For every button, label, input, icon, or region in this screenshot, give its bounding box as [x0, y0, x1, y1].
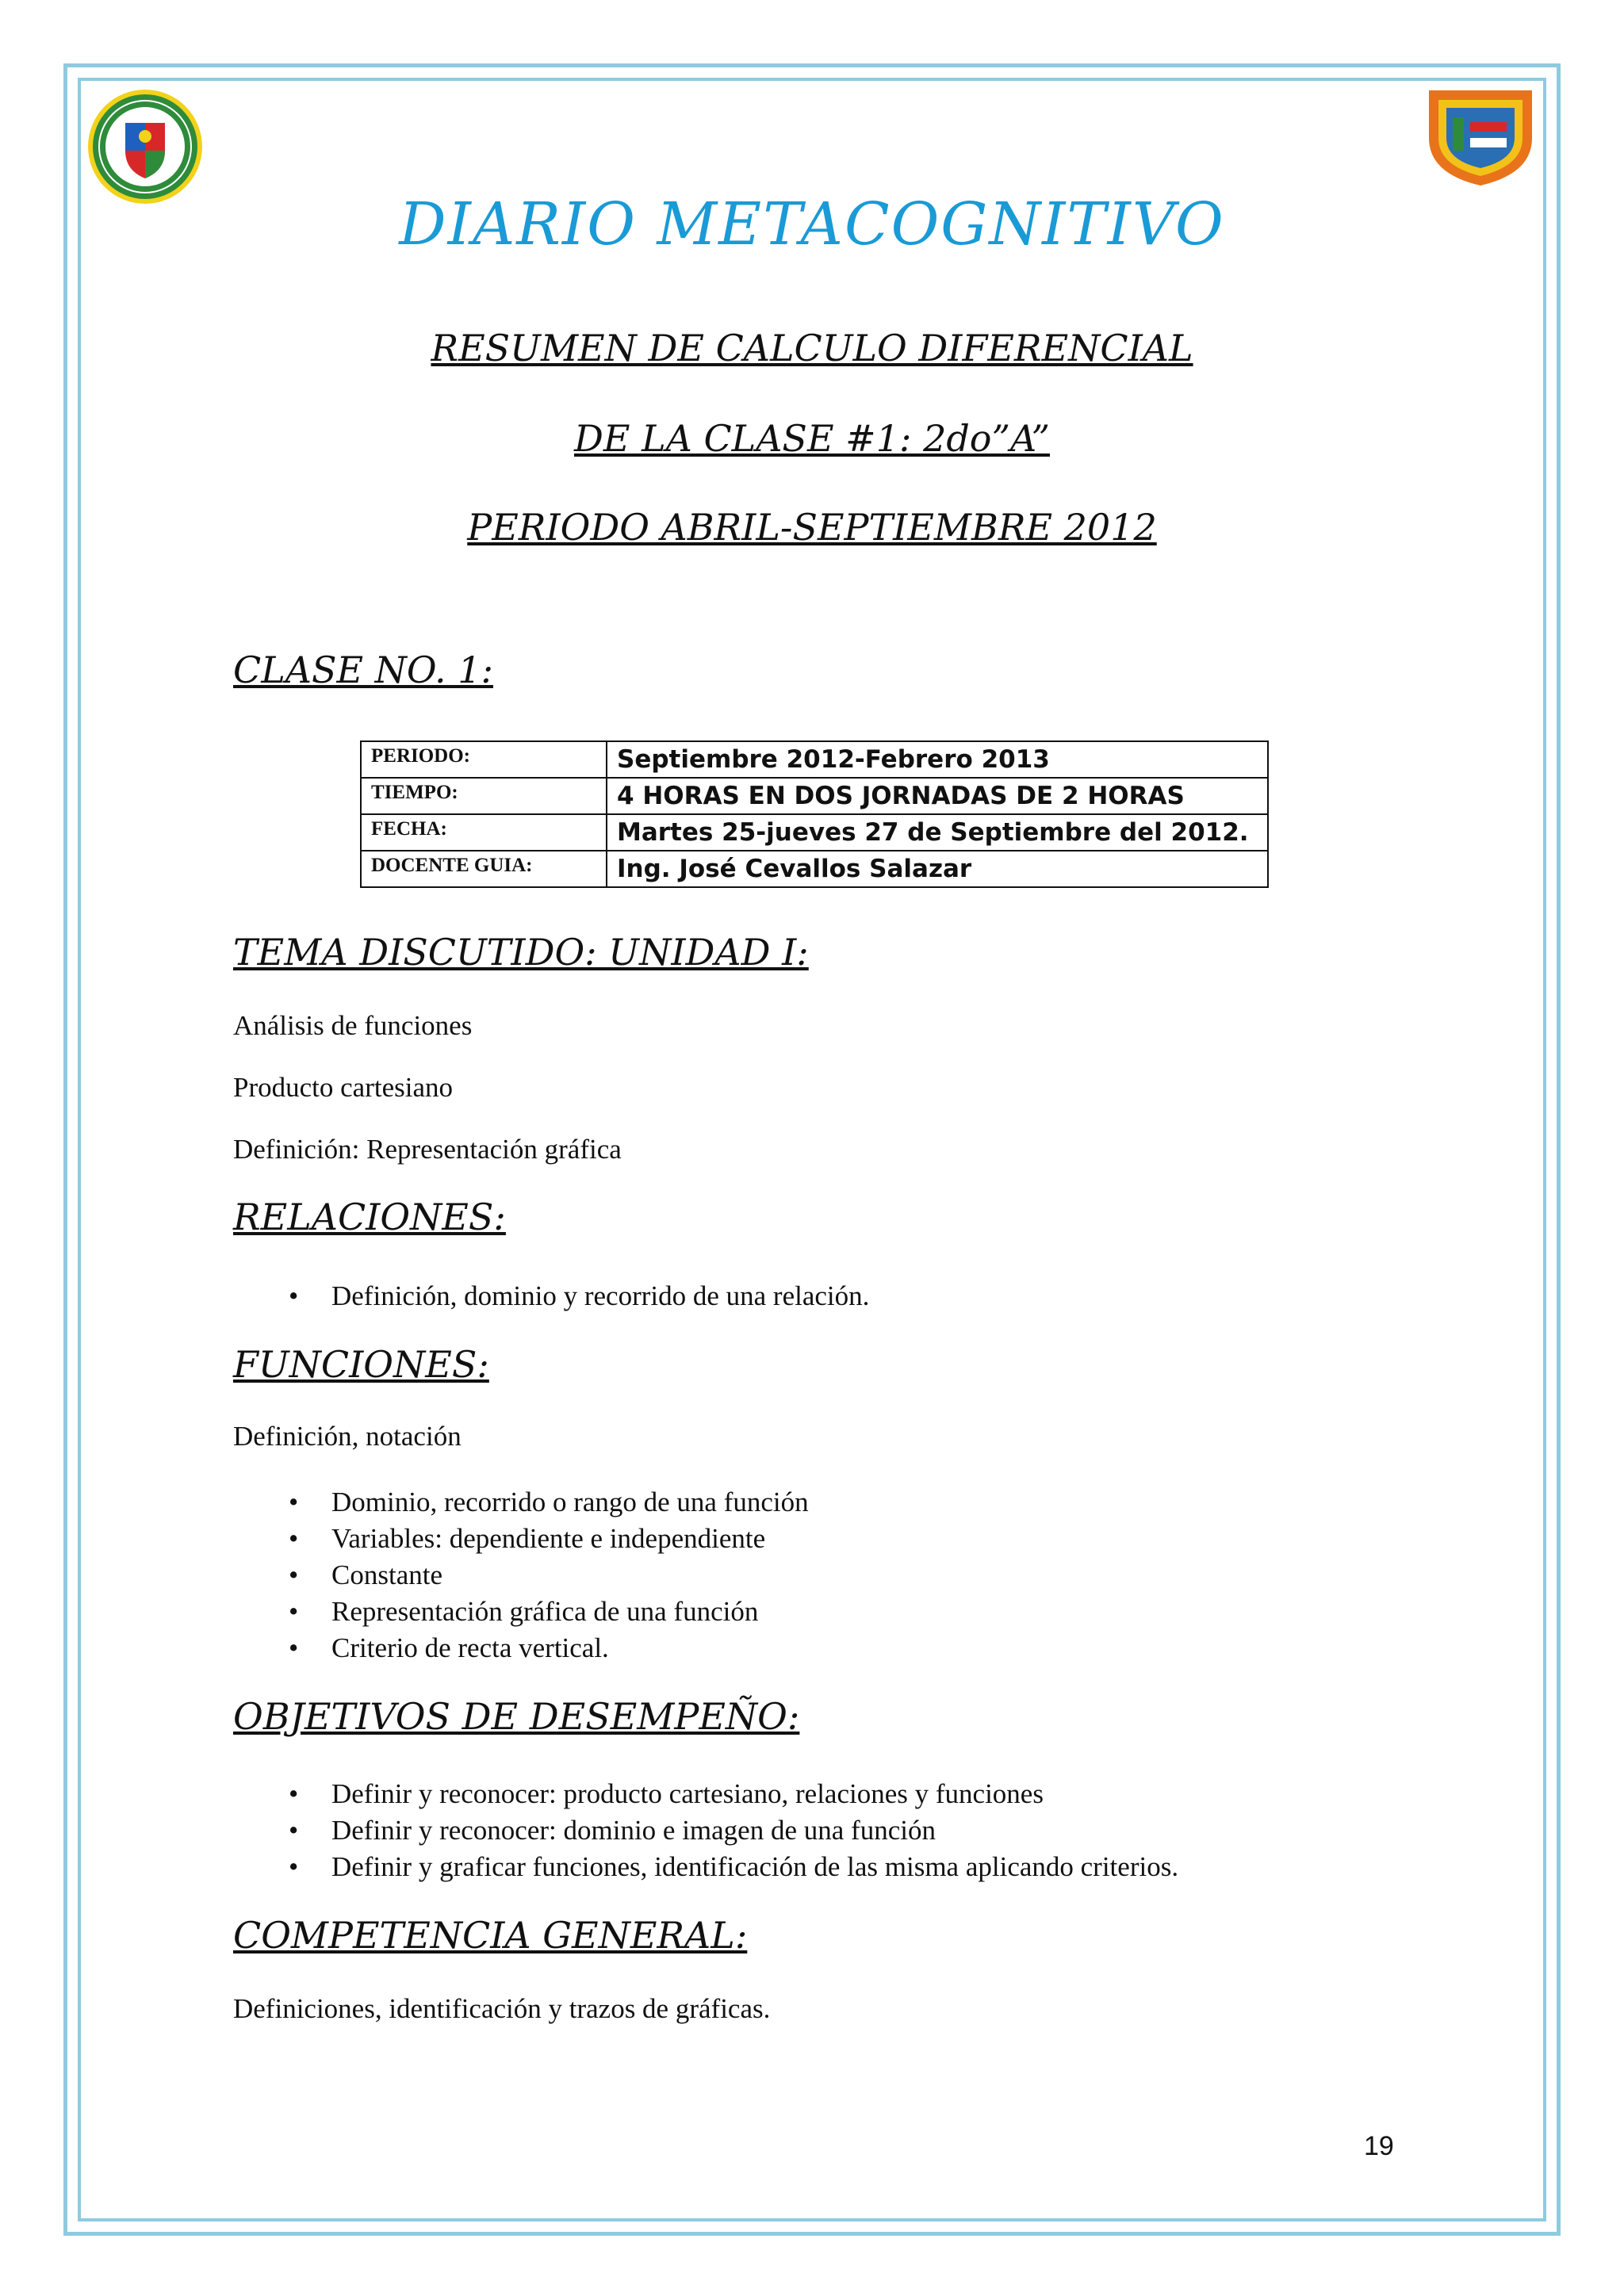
- list-item: • Variables: dependiente e independiente: [289, 1521, 809, 1557]
- faculty-shield-icon: [1421, 82, 1540, 189]
- table-row: [361, 851, 1268, 887]
- table-value: Ing. José Cevallos Salazar: [607, 851, 1268, 887]
- document-title: DIARIO METACOGNITIVO: [399, 190, 1225, 258]
- table-row: [361, 778, 1268, 814]
- list-item: • Representación gráfica de una función: [289, 1594, 809, 1630]
- list-item: • Definir y reconocer: dominio e imagen de una función: [289, 1812, 1178, 1849]
- subtitle-period: PERIODO ABRIL-SEPTIEMBRE 2012: [467, 506, 1157, 549]
- heading-relaciones: RELACIONES:: [233, 1196, 506, 1238]
- heading-objetivos: OBJETIVOS DE DESEMPEÑO:: [233, 1695, 800, 1738]
- table-row: [361, 814, 1268, 851]
- heading-funciones: FUNCIONES:: [233, 1343, 489, 1386]
- table-label: TIEMPO:: [361, 778, 607, 814]
- competencia-text: Definiciones, identificación y trazos de gráficas.: [233, 1993, 771, 2024]
- list-item: • Definición, dominio y recorrido de una relación.: [289, 1278, 869, 1314]
- table-value: 4 HORAS EN DOS JORNADAS DE 2 HORAS: [607, 778, 1268, 814]
- topic-item: Definición: Representación gráfica: [233, 1134, 622, 1165]
- list-item: • Dominio, recorrido o rango de una función: [289, 1484, 809, 1521]
- topic-item: Análisis de funciones: [233, 1010, 473, 1041]
- table-label: FECHA:: [361, 814, 607, 851]
- subtitle-course: RESUMEN DE CALCULO DIFERENCIAL: [431, 327, 1193, 369]
- page-number: 19: [1364, 2131, 1394, 2161]
- table-label: DOCENTE GUIA:: [361, 851, 607, 887]
- list-item: • Criterio de recta vertical.: [289, 1630, 809, 1667]
- funciones-list: [289, 1484, 809, 1667]
- table-label: PERIODO:: [361, 741, 607, 778]
- list-item: • Definir y reconocer: producto cartesiano, relaciones y funciones: [289, 1776, 1178, 1812]
- list-item: • Definir y graficar funciones, identificación de las misma aplicando criterios.: [289, 1849, 1178, 1885]
- heading-clase: CLASE NO. 1:: [233, 649, 493, 691]
- topic-item: Producto cartesiano: [233, 1072, 453, 1103]
- class-info-table: [360, 740, 1269, 888]
- table-value: Septiembre 2012-Febrero 2013: [607, 741, 1268, 778]
- university-seal-icon: [86, 87, 205, 206]
- objetivos-list: [289, 1776, 1178, 1885]
- heading-competencia: COMPETENCIA GENERAL:: [233, 1914, 748, 1957]
- table-row: [361, 741, 1268, 778]
- subtitle-class: DE LA CLASE #1: 2do”A”: [574, 417, 1050, 460]
- relaciones-list: [289, 1278, 869, 1314]
- list-item: • Constante: [289, 1557, 809, 1594]
- heading-tema: TEMA DISCUTIDO: UNIDAD I:: [233, 931, 809, 974]
- table-value: Martes 25-jueves 27 de Septiembre del 2012.: [607, 814, 1268, 851]
- funciones-intro: Definición, notación: [233, 1421, 462, 1452]
